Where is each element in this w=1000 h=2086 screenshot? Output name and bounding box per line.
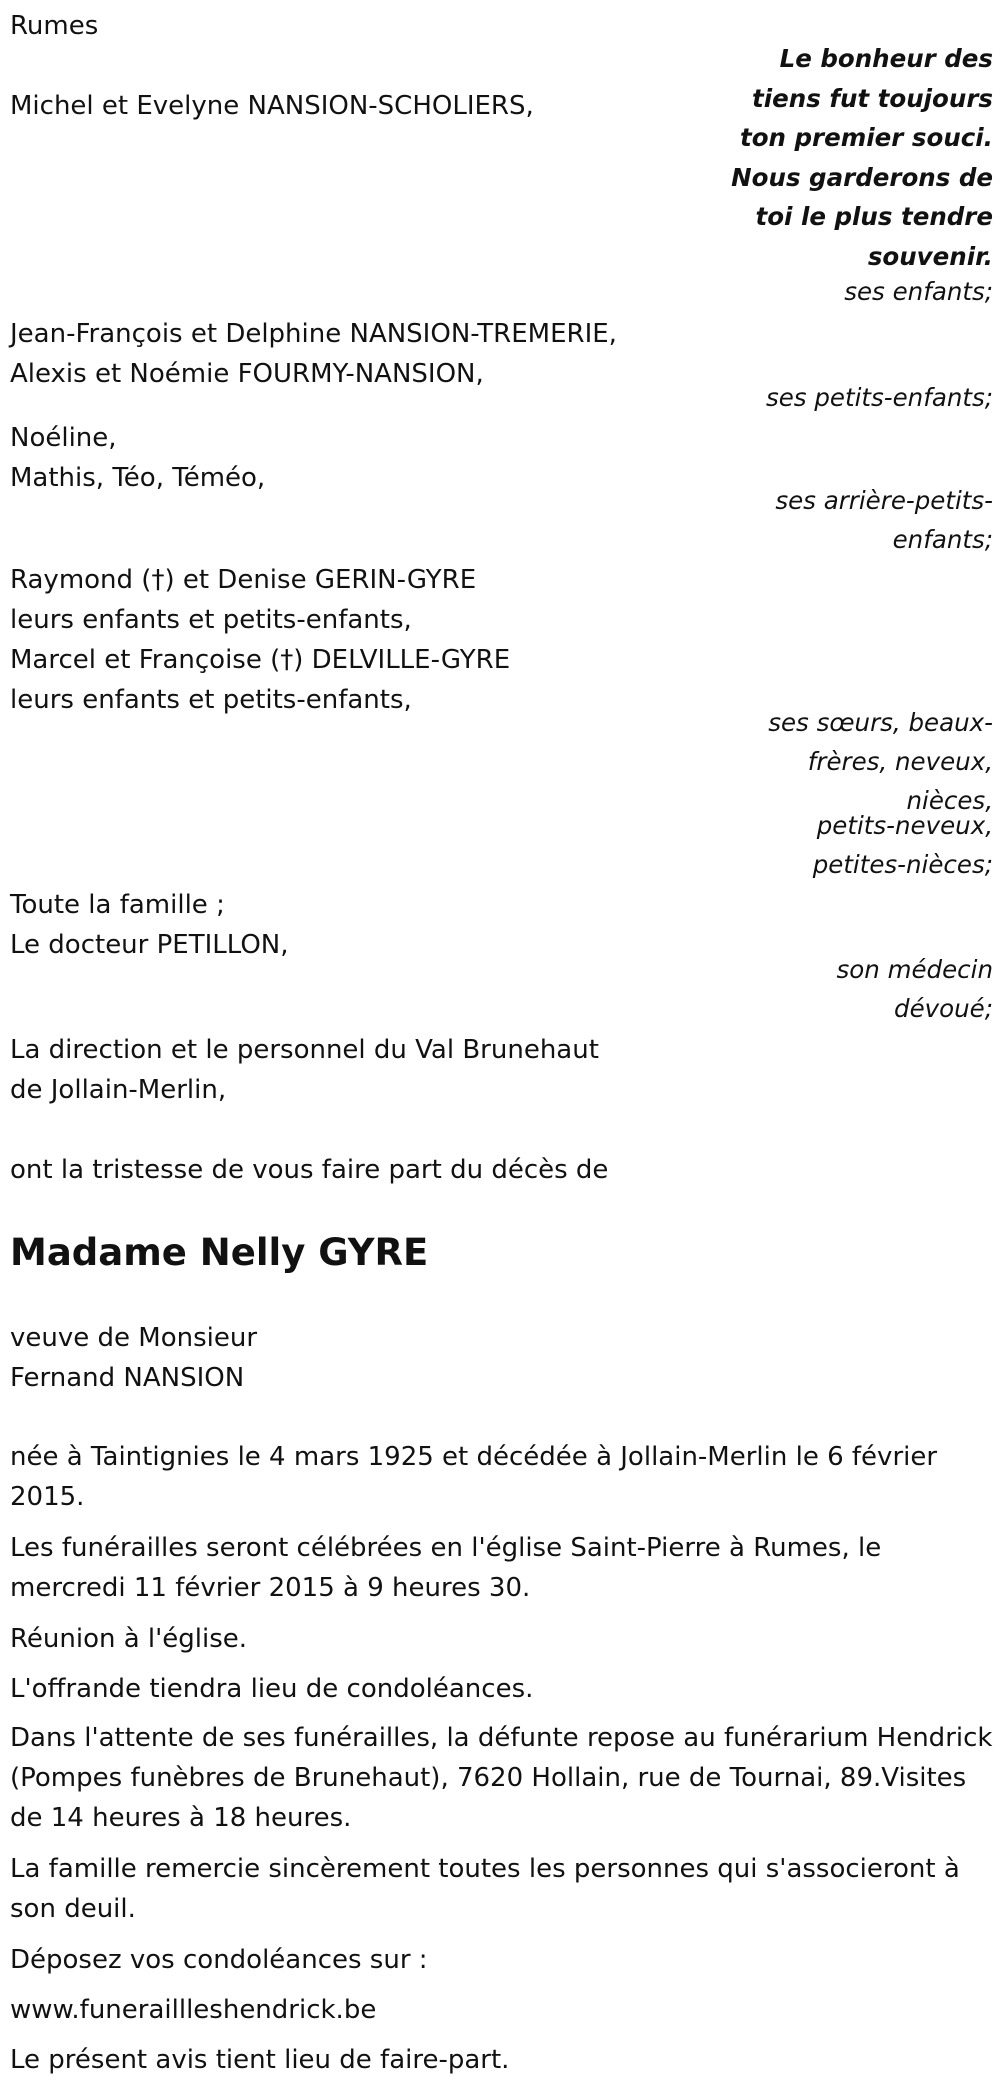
widow-of: [10, 1318, 257, 1398]
doctor-relation: [837, 950, 993, 1028]
meeting-paragraph: Réunion à l'église.: [10, 1624, 248, 1654]
grandchildren-names: [10, 314, 617, 394]
funerarium-paragraph: Dans l'attente de ses funérailles, la défunte repose au funérarium Hendrick (Pompes funèbres de Brunehaut), 7620 Hollain, rue de Tournai, 89.Visites de 14 heures à 18 heures.: [10, 1723, 993, 1833]
condolences-label: Déposez vos condoléances sur :: [10, 1945, 428, 1975]
relation-line: petits-neveux,: [816, 811, 993, 840]
grandchildren-relation: [766, 378, 993, 417]
whole-family: Toute la famille ;: [10, 890, 225, 920]
quote-line: tiens fut toujours: [752, 83, 993, 113]
relation-line: ses sœurs, beaux-: [768, 708, 993, 737]
quote-line: ton premier souci.: [740, 123, 993, 152]
birth-death-paragraph: née à Taintignies le 4 mars 1925 et décédée à Jollain-Merlin le 6 février 2015.: [10, 1442, 938, 1512]
doctor-name: Le docteur PETILLON,: [10, 930, 289, 960]
relation-line: dévoué;: [894, 994, 993, 1023]
relation-line: enfants;: [892, 525, 993, 554]
family-name-line: de Jollain-Merlin,: [10, 1075, 227, 1105]
relation-line: frères, neveux,: [807, 747, 993, 776]
offering-paragraph: L'offrande tiendra lieu de condoléances.: [10, 1674, 534, 1704]
siblings-relation-cont: [813, 806, 993, 884]
siblings-names: [10, 560, 510, 720]
quote-line: Le bonheur des: [779, 44, 993, 73]
family-name-line: Alexis et Noémie FOURMY-NANSION,: [10, 359, 484, 389]
children-names: [10, 86, 534, 126]
relation-line: nièces,: [906, 786, 993, 815]
relation-line: son médecin: [836, 955, 993, 984]
family-name-line: Marcel et Françoise (†) DELVILLE-GYRE: [10, 645, 511, 675]
children-relation: [844, 272, 993, 311]
relation-line: ses petits-enfants;: [765, 383, 993, 412]
relation-line: ses enfants;: [844, 277, 993, 306]
widow-line: Fernand NANSION: [10, 1363, 245, 1393]
family-name-line: leurs enfants et petits-enfants,: [10, 685, 412, 715]
town-label: Rumes: [10, 11, 99, 41]
family-name-line: La direction et le personnel du Val Brunehaut: [10, 1035, 599, 1065]
siblings-relation: [768, 703, 993, 820]
deceased-name: Madame Nelly GYRE: [10, 1231, 429, 1274]
announcement: ont la tristesse de vous faire part du décès de: [10, 1155, 609, 1185]
notice-paragraph: Le présent avis tient lieu de faire-part.: [10, 2045, 510, 2075]
great-grandchildren-names: [10, 418, 265, 498]
relation-line: ses arrière-petits-: [775, 486, 993, 515]
quote-line: souvenir.: [867, 241, 993, 271]
funeral-paragraph: Les funérailles seront célébrées en l'église Saint-Pierre à Rumes, le mercredi 11 février 2015 à 9 heures 30.: [10, 1533, 882, 1603]
family-name-line: Michel et Evelyne NANSION-SCHOLIERS,: [10, 91, 534, 121]
family-name-line: Mathis, Téo, Téméo,: [10, 463, 266, 493]
quote-line: Nous garderons de: [731, 162, 993, 192]
quote-line: toi le plus tendre: [755, 202, 993, 231]
widow-line: veuve de Monsieur: [10, 1323, 258, 1353]
condolences-website[interactable]: www.funeraillleshendrick.be: [10, 1995, 377, 2025]
family-name-line: Noéline,: [10, 423, 117, 453]
thanks-paragraph: La famille remercie sincèrement toutes les personnes qui s'associeront à son deuil.: [10, 1854, 960, 1924]
care-home: [10, 1030, 599, 1110]
great-grandchildren-relation: [775, 481, 993, 559]
epitaph-quote: [731, 39, 993, 276]
family-name-line: Raymond (†) et Denise GERIN-GYRE: [10, 565, 477, 595]
family-name-line: Jean-François et Delphine NANSION-TREMERIE,: [10, 319, 617, 349]
relation-line: petites-nièces;: [812, 850, 993, 879]
family-name-line: leurs enfants et petits-enfants,: [10, 605, 412, 635]
